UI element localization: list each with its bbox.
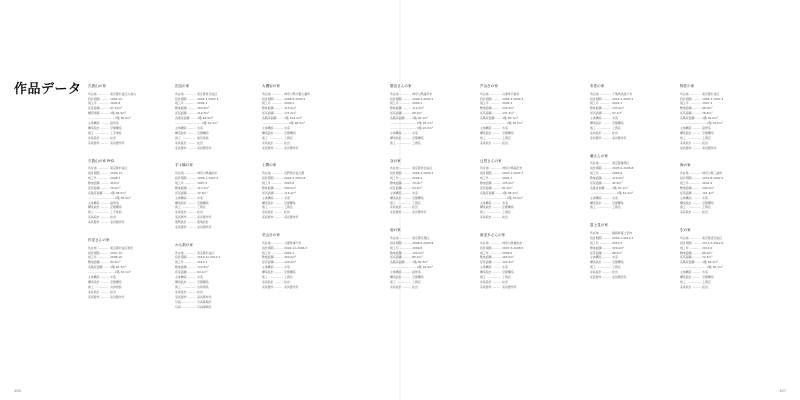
project-data-line: 家具製作 ……… 家具製作所 xyxy=(175,225,212,230)
project-data-line: 設計期間 ……… 2002.5-2003.8 xyxy=(262,175,306,180)
project-data-line: 家具設計 ……… 松田 xyxy=(262,210,290,215)
project-data-line: ……………………… 2階 29.8m² xyxy=(390,265,433,270)
data-column xyxy=(88,84,166,313)
project-data-line: 主体構造 ……… 木造 xyxy=(680,270,708,275)
project-data-line: 家具製作 ……… 家具製作所 xyxy=(175,215,212,220)
project-data-line: 所在地 ………… 神奈川県藤沢市 xyxy=(480,166,523,171)
project-data-line: 所在地 ………… 東京都世田谷区 xyxy=(390,166,433,171)
project-data-line: 家具製作 ……… 家具製作所 xyxy=(175,294,212,299)
project-data-line: 竣工年 ………… 2003.8 xyxy=(262,180,295,185)
project-block xyxy=(390,84,468,146)
project-name: 土間の家 xyxy=(262,163,277,168)
project-data-line: 竣工年 ………… 1997.2 xyxy=(175,180,208,185)
project-block xyxy=(390,159,468,216)
project-data-line: 敷地面積 ……… 315.0m² xyxy=(262,106,297,111)
project-name: 藤さんの家 xyxy=(590,153,608,158)
project-data-line: 竣工年 ………… 2009.8 xyxy=(390,245,423,250)
project-data-line: 各階床面積 …… 1階 80.7m² xyxy=(480,116,519,121)
project-block xyxy=(175,163,253,229)
project-block xyxy=(480,84,558,146)
project-data-line: 敷地面積 ……… 113.3m² xyxy=(175,185,210,190)
project-data-line: 家具製作 ……… 家具製作所 xyxy=(262,145,299,150)
data-column xyxy=(590,84,668,293)
project-data-line: 所在地 ………… 東京都杉並区和田 xyxy=(88,245,134,250)
project-data-line: 設計期間 ……… 2011.4-2012.6 xyxy=(680,240,724,245)
project-data-line: 各階床面積 …… 1階 64.0m² xyxy=(175,116,214,121)
project-data-line: 家具製作 ……… 家具製作所 xyxy=(590,275,627,280)
project-data-line: 所在地 ………… 静岡県富士宮市 xyxy=(590,230,633,235)
project-data-line: 竣工年 ………… 2006.3 xyxy=(262,250,295,255)
project-data-line: 延床面積 ……… 78.6m² xyxy=(680,111,713,116)
project-data-line: ……………………… 2階 56.5m² xyxy=(480,121,523,126)
project-data-line: ……………………… 2階 30.6m² xyxy=(88,116,131,121)
project-data-line: 延床面積 ……… 97.52m² xyxy=(88,106,123,111)
project-data-line: 延床面積 ……… 72.5m² xyxy=(680,255,713,260)
project-data-line: 竣工年 ………… 2008.3 xyxy=(88,175,121,180)
project-data-line: 延床面積 ……… 92.4m² xyxy=(590,180,623,185)
project-data-line: 敷地面積 ……… 165.0m² xyxy=(480,255,515,260)
project-name: 海の家 xyxy=(680,163,691,168)
project-data-line: 施工 …………… 前田建設 xyxy=(175,135,209,140)
project-data-line: 構造設計 ……… 空間構造 xyxy=(88,279,122,284)
project-data-line: 敷地面積 ……… 233.0m² xyxy=(590,106,625,111)
project-data-line: 竣工年 ………… 2000.1 xyxy=(390,101,423,106)
project-data-line: 敷地面積 ……… 70.0m² xyxy=(390,180,423,185)
project-data-line: 竣工年 ………… 2002.9 xyxy=(680,180,713,185)
project-data-line: 施工 …………… 工務店 xyxy=(590,265,621,270)
project-data-line: 主体構造 ……… 木造 xyxy=(680,195,708,200)
project-name: 芦山台の家 xyxy=(480,84,498,88)
project-data-line: 設計期間 ……… 2007.3-2008.5 xyxy=(480,245,524,250)
project-data-line: 主体構造 ……… 木造 xyxy=(262,265,290,270)
project-data-line: 延床面積 ……… 171.2m² xyxy=(262,111,297,116)
project-data-line: 敷地面積 ……… 88.0m² xyxy=(680,250,713,255)
project-data-line: 施工 …………… 工務店 xyxy=(680,135,711,140)
project-data-line: ……………………… 2階 32.1m² xyxy=(88,270,131,275)
project-data-line: 敷地面積 ……… 204.0m² xyxy=(262,255,297,260)
project-data-line: 主体構造 ……… 木造 xyxy=(262,195,290,200)
project-data-line: 延床面積 ……… 101.4m² xyxy=(680,190,715,195)
project-data-line: 主体構造 ……… 木造 xyxy=(390,130,418,135)
project-data-line: ……………………… 2階 52.3m² xyxy=(175,121,218,126)
project-data-line: 竣工年 ………… 2002.2 xyxy=(590,101,623,106)
project-data-line: 施工 …………… 工務店 xyxy=(262,205,293,210)
project-data-line: 照明設計 ……… 照明設計 xyxy=(175,220,209,225)
project-data-line: 敷地面積 ……… 133.5m² xyxy=(175,265,210,270)
project-data-line: 敷地面積 ……… 98.0m² xyxy=(680,106,713,111)
project-data-line: 設計期間 ……… 2003.1-2004.7 xyxy=(480,171,524,176)
project-block xyxy=(88,238,166,300)
project-data-line: 敷地面積 ……… 82.0m² xyxy=(88,260,121,265)
project-data-line: 設計期間 ……… 1996.1-1997.2 xyxy=(175,175,219,180)
project-data-line: 所在地 ………… 東京都杉並区 xyxy=(680,91,720,96)
project-data-line: 家具設計 ……… 松田 xyxy=(590,270,618,275)
project-data-line: 主体構造 ……… 鉄骨造 xyxy=(88,200,119,205)
project-block xyxy=(680,163,758,215)
project-data-line: 延床面積 ……… 54.2m² xyxy=(390,185,423,190)
project-block xyxy=(680,84,758,150)
project-data-line: 主体構造 ……… 木造 xyxy=(175,125,203,130)
project-data-line: 竣工年 ………… 1997.4 xyxy=(680,101,713,106)
project-name: 富士見の家 xyxy=(590,223,608,228)
project-data-line: 家具設計 ……… 松田 xyxy=(88,135,116,140)
project-data-line: 敷地面積 ……… 410m² xyxy=(88,180,120,185)
project-data-line: 設計期間 ……… 2010.12-2012.3 xyxy=(175,255,221,260)
project-data-line: 竣工年 ………… 2008.5 xyxy=(480,250,513,255)
project-data-line: ……………………… 2階 68.9m² xyxy=(262,121,305,126)
project-data-line: 施工 …………… 工務店 xyxy=(590,125,621,130)
project-data-line: 家具設計 ……… 松田 xyxy=(175,140,203,145)
project-data-line: 延床面積 ……… 68.2m² xyxy=(390,111,423,116)
project-data-line: 所在地 ………… 兵庫県芦屋市 xyxy=(480,91,520,96)
project-data-line: 施工 …………… 工務店 xyxy=(480,210,511,215)
project-data-line: 家具製作 ……… 家具製作所 xyxy=(262,215,299,220)
project-data-line: ……………………… 2階 36.3m² xyxy=(680,265,723,270)
project-data-line: 主体構造 ……… 木造 xyxy=(175,275,203,280)
project-data-line: 延床面積 ……… 116.3m² xyxy=(175,111,210,116)
project-data-line: 各階床面積 …… 1階 102.3m² xyxy=(262,116,302,121)
project-data-line: 主体構造 ……… 木造 xyxy=(590,195,618,200)
project-data-line: 構造設計 ……… 空間構造 xyxy=(262,130,296,135)
project-block xyxy=(680,228,758,290)
project-data-line: 所在地 ………… 神奈川県横浜市 xyxy=(480,240,523,245)
project-data-line: 家具製作 ……… 家具製作所 xyxy=(680,145,717,150)
project-data-line: 構造設計 ……… 空間構造 xyxy=(590,200,624,205)
project-data-line: 設計期間 ……… 2003.3-2004.3 xyxy=(175,96,219,101)
project-data-line: 家具設計 ……… 松田 xyxy=(390,284,418,289)
project-data-line: 施工 …………… 工務店 xyxy=(480,135,511,140)
page-number-right: 407 xyxy=(779,389,786,393)
project-data-line: 主体構造 ……… 木造 xyxy=(262,125,290,130)
project-data-line: 家具設計 ……… 松田 xyxy=(175,289,203,294)
project-name: 久我山の家 PH2 xyxy=(88,158,115,163)
project-name: 布佐の家 xyxy=(590,84,605,88)
project-block xyxy=(88,159,166,225)
project-block xyxy=(390,228,468,290)
project-data-line: 竣工年 ………… 2010.3 xyxy=(590,240,623,245)
project-data-line: 竣工年 ………… 1993.8 xyxy=(88,101,121,106)
project-block xyxy=(480,233,558,290)
project-block xyxy=(262,84,340,150)
project-data-line: 施工 …………… 工務店 xyxy=(480,275,511,280)
project-data-line: 所在地 ………… 東京都杉並区久我山 xyxy=(88,91,137,96)
project-data-line: 所在地 ………… 東京都杉並区 xyxy=(88,166,128,171)
project-data-line: 延床面積 ……… 81.0m² xyxy=(480,185,513,190)
project-block xyxy=(175,84,253,150)
project-data-line: 各階床面積 …… 1階 64.3m² xyxy=(88,265,127,270)
project-data-line: 所在地 ………… 東京都世田谷区 xyxy=(175,91,218,96)
project-name: 鵠沼さんの家 xyxy=(390,84,412,88)
project-name: かも梨の家 xyxy=(175,242,193,247)
project-block xyxy=(175,243,253,309)
project-data-line: 家具製作 ……… 家具製作所 xyxy=(590,135,627,140)
project-data-line: 施工 …………… 工務店 xyxy=(390,200,421,205)
project-name: 久我山の家 xyxy=(88,84,106,88)
project-data-line: 竣工年 ………… 2006.4 xyxy=(390,175,423,180)
project-name: 杉並さんの家 xyxy=(88,238,110,243)
project-data-line: 設計期間 ……… 2005.2-2006.4 xyxy=(390,171,434,176)
project-name: 新並木さんの家 xyxy=(480,233,506,238)
project-data-line: 施工 …………… 丸和建設 xyxy=(88,284,122,289)
project-data-line: ……………………… 2階 28.1m² xyxy=(390,121,433,126)
project-data-line: 家具設計 ……… 松田 xyxy=(480,279,508,284)
project-data-line: 家具設計 ……… 松田 xyxy=(88,215,116,220)
project-data-line: 施工 …………… 工務店 xyxy=(390,279,421,284)
project-data-line: 主体構造 ……… 木造 xyxy=(390,190,418,195)
project-data-line: 各階床面積 …… 1階 44.0m² xyxy=(680,116,719,121)
project-data-line: 写真 …………… 写真事務所 xyxy=(175,304,212,309)
project-data-line: 竣工年 ………… 2012.6 xyxy=(680,245,713,250)
project-name: 谷の家 xyxy=(390,158,401,163)
project-data-line: 敷地面積 ……… 500.0m² xyxy=(262,185,297,190)
project-data-line: 構造設計 ……… 空間構造 xyxy=(175,130,209,135)
project-data-line: 設計期間 ……… 2009.1-2010.3 xyxy=(590,235,634,240)
project-data-line: 写真 …………… 写真事務所 xyxy=(175,299,212,304)
data-column xyxy=(680,84,758,303)
project-data-line: 構造設計 ……… 空間構造 xyxy=(480,130,514,135)
project-data-line: 所在地 ………… 神奈川県藤沢市 xyxy=(390,91,433,96)
project-data-line: 延床面積 ……… 88.5m² xyxy=(590,250,623,255)
project-data-line: 構造設計 ……… 空間構造 xyxy=(88,125,122,130)
project-data-line: 各階床面積 …… 1階 48.0m² xyxy=(88,190,127,195)
project-data-line: 設計期間 ……… 2006.12- xyxy=(88,171,124,176)
project-block xyxy=(262,233,340,290)
project-data-line: 延床面積 ……… 64.1m² xyxy=(175,270,208,275)
project-data-line: 家具製作 ……… 家具製作所 xyxy=(88,294,125,299)
project-data-line: 家具設計 ……… 松田 xyxy=(680,284,708,289)
project-data-line: 所在地 ………… 東京都杉並区 xyxy=(175,250,215,255)
project-name: 辻堂さんの家 xyxy=(480,158,502,163)
project-data-line: ……………………… 3階 20.0m² xyxy=(390,125,433,130)
project-data-line: 所在地 ………… 神奈川県三浦市 xyxy=(680,171,723,176)
project-data-line: 設計期間 ……… 1992.10- xyxy=(88,96,124,101)
project-block xyxy=(480,159,558,221)
project-data-line: 敷地面積 ……… 290.0m² xyxy=(680,185,715,190)
data-column xyxy=(175,84,253,322)
project-data-line: 家具製作 ……… 家具製作所 xyxy=(88,140,125,145)
project-data-line: 施工 …………… 丸和建設 xyxy=(175,284,209,289)
project-data-line: 構造設計 ……… 空間構造 xyxy=(590,260,624,265)
project-data-line: 構造設計 ……… 空間構造 xyxy=(88,205,122,210)
project-data-line: 構造設計 ……… 空間構造 xyxy=(262,270,296,275)
project-data-line: 設計期間 ……… 2007.10- xyxy=(88,250,124,255)
project-data-line: 竣工年 ………… 2000.2 xyxy=(262,101,295,106)
project-data-line: 延床面積 ……… 76.9m² xyxy=(88,185,121,190)
project-data-line: 延床面積 ……… 102.3m² xyxy=(480,260,515,265)
project-data-line: 所在地 ………… 東京都目黒区 xyxy=(390,235,430,240)
project-data-line: 構造規模 ……… 2階 66.9m² xyxy=(88,111,127,116)
project-data-line: 延床面積 ……… 80.1m² xyxy=(390,255,423,260)
project-data-line: 設計期間 ……… 2004.12-2006.3 xyxy=(262,245,308,250)
project-data-line: 構造設計 ……… 空間構造 xyxy=(680,275,714,280)
project-name: 手々橋の家 xyxy=(175,163,193,168)
project-data-line: 施工 …………… 工務店 xyxy=(262,275,293,280)
project-data-line: 設計期間 ……… 2004.4-2006.3 xyxy=(480,96,524,101)
project-data-line: 設計期間 ……… 1999.1-2000.1 xyxy=(390,96,434,101)
project-data-line: 主体構造 ……… 木造 xyxy=(175,195,203,200)
project-data-line: 所在地 ………… 兵庫県神戸市 xyxy=(262,240,302,245)
project-data-line: 家具設計 ……… 松田 xyxy=(390,205,418,210)
page-title: 作品データ xyxy=(14,82,82,97)
project-data-line: 家具設計 ……… 松田 xyxy=(262,140,290,145)
project-data-line: 施工 …………… 工務店 xyxy=(175,205,206,210)
project-block xyxy=(262,163,340,220)
project-data-line: 主体構造 ……… 木造 xyxy=(480,200,508,205)
project-data-line: 主体構造 ……… 木造 xyxy=(480,125,508,130)
project-data-line: 家具製作 ……… 家具製作所 xyxy=(88,220,125,225)
project-data-line: 設計期間 ……… 2001.2-2002.2 xyxy=(590,96,634,101)
project-data-line: ……………………… 2階 32.6m² xyxy=(480,195,523,200)
project-data-line: 構造設計 ……… 空間構造 xyxy=(680,200,714,205)
project-data-line: ……………………… 2階 42.3m² xyxy=(590,190,633,195)
project-data-line: 主体構造 ……… 鉄骨造 xyxy=(88,121,119,126)
project-data-line: 施工 …………… 工務店 xyxy=(680,205,711,210)
project-data-line: 主体構造 ……… 木造 xyxy=(590,116,618,121)
page-number-left: 406 xyxy=(14,389,21,393)
project-data-line: 延床面積 ……… 120.5m² xyxy=(262,260,297,265)
project-block xyxy=(590,223,668,280)
project-data-line: 各階床面積 …… 1階 48.4m² xyxy=(480,190,519,195)
project-data-line: 竣工年 ………… 2008.10 xyxy=(88,255,123,260)
project-data-line: 設計期間 ……… 2005.6-2006.8 xyxy=(590,166,634,171)
project-data-line: 竣工年 ………… 2004.7 xyxy=(480,175,513,180)
project-data-line: 設計期間 ……… 1996.3-1997.4 xyxy=(680,96,724,101)
project-data-line: 主体構造 ……… 鉄骨造 xyxy=(390,270,421,275)
project-name: 空の家 xyxy=(680,228,691,233)
project-data-line: 家具製作 ……… 家具製作所 xyxy=(262,284,299,289)
project-data-line: 構造設計 ……… 空間構造 xyxy=(175,279,209,284)
project-block xyxy=(590,154,668,211)
project-data-line: ……………………… 2階 34.6m² xyxy=(680,121,723,126)
project-data-line: 構造設計 ……… 空間構造 xyxy=(480,205,514,210)
project-data-line: 構造設計 ……… 空間構造 xyxy=(390,195,424,200)
project-data-line: 敷地面積 ……… 102.0m² xyxy=(390,250,425,255)
project-data-line: 敷地面積 ……… 320.0m² xyxy=(590,245,625,250)
project-data-line: 家具設計 ……… 松田 xyxy=(480,140,508,145)
project-data-line: 所在地 ………… 神奈川県中郡大磯町 xyxy=(262,91,311,96)
data-column xyxy=(262,84,340,303)
project-data-line: 延床面積 ……… 97.1m² xyxy=(590,111,623,116)
data-column xyxy=(390,84,468,303)
project-data-line: 家具設計 ……… 松田 xyxy=(590,130,618,135)
project-data-line: 設計期間 ……… 2001.8-2002.9 xyxy=(680,175,724,180)
project-data-line: 敷地面積 ……… 125.0m² xyxy=(480,180,515,185)
project-data-line: 施工 …………… 工務店 xyxy=(590,205,621,210)
project-data-line: 構造設計 ……… 空間構造 xyxy=(175,200,209,205)
project-data-line: 所在地 ………… 千葉県我孫子市 xyxy=(590,91,633,96)
project-data-line: 竣工年 ………… 2004.3 xyxy=(175,101,208,106)
project-data-line: 各階床面積 …… 1階 40.1m² xyxy=(390,116,429,121)
project-data-line: 構造設計 ……… 空間構造 xyxy=(390,135,424,140)
project-data-line: 家具製作 ……… 家具製作所 xyxy=(480,284,517,289)
project-data-line: 敷地面積 ……… 245.5m² xyxy=(480,106,515,111)
project-data-line: 家具製作 ……… 家具製作所 xyxy=(175,145,212,150)
project-data-line: 主体構造 ……… 木造 xyxy=(590,255,618,260)
project-data-line: 家具製作 ……… 家具製作所 xyxy=(390,210,427,215)
project-name: 大磯岩の家 xyxy=(262,84,280,88)
project-data-line: 竣工年 ………… 2006.8 xyxy=(590,171,623,176)
project-block xyxy=(88,84,166,146)
project-data-line: ……………………… 2階 28.9m² xyxy=(88,195,131,200)
project-data-line: 構造設計 ……… 空間構造 xyxy=(680,130,714,135)
project-data-line: 延床面積 ……… 72.6m² xyxy=(175,190,208,195)
project-data-line: 各階床面積 …… 1階 50.1m² xyxy=(590,185,629,190)
project-data-line: 設計期間 ……… 2008.6-2009.8 xyxy=(390,240,434,245)
project-data-line: 構造設計 ……… 空間構造 xyxy=(262,200,296,205)
project-data-line: 設計期間 ……… 1998.8-2000.2 xyxy=(262,96,306,101)
project-data-line: 構造設計 ……… 空間構造 xyxy=(390,275,424,280)
project-data-line: 家具設計 ……… 松田 xyxy=(88,289,116,294)
project-name: 阿佐の家 xyxy=(680,84,695,88)
project-data-line: 所在地 ………… 東京都練馬区 xyxy=(590,161,630,166)
project-data-line: 竣工年 ………… 2006.3 xyxy=(480,101,513,106)
project-data-line: 家具設計 ……… 松田 xyxy=(175,210,203,215)
project-data-line: 敷地面積 ……… 110.0m² xyxy=(590,175,625,180)
project-data-line: 施工 …………… 工手建設 xyxy=(88,210,122,215)
project-data-line: 家具設計 ……… 松田 xyxy=(262,279,290,284)
project-block xyxy=(590,84,668,141)
project-data-line: 家具設計 ……… 松田 xyxy=(680,140,708,145)
project-data-line: 敷地面積 ……… 183.2m² xyxy=(175,106,210,111)
project-data-line: 施工 …………… 工務店 xyxy=(680,279,711,284)
project-data-line: 所在地 ………… 東京都世田谷区 xyxy=(680,235,723,240)
project-data-line: 家具設計 ……… 松田 xyxy=(680,210,708,215)
project-data-line: 所在地 ………… 神奈川県横浜市 xyxy=(175,171,218,176)
project-data-line: 延床面積 ……… 116.2m² xyxy=(262,190,297,195)
project-name: 田辺の家 xyxy=(175,84,190,88)
project-name: 荒山台の家 xyxy=(262,233,280,238)
project-data-line: 竣工年 ………… 2012.3 xyxy=(175,260,208,265)
project-data-line: 敷地面積 ……… 112.0m² xyxy=(390,106,425,111)
project-data-line: 所在地 ………… 長野県北佐久郡 xyxy=(262,171,305,176)
project-data-line: 各階床面積 …… 1階 36.2m² xyxy=(680,260,719,265)
data-column xyxy=(480,84,558,303)
project-data-line: 主体構造 ……… 木造 xyxy=(480,265,508,270)
project-data-line: 施工 …………… 工手建設 xyxy=(88,130,122,135)
project-data-line: 延床面積 ……… 137.2m² xyxy=(480,111,515,116)
project-data-line: 施工 …………… 工務店 xyxy=(262,135,293,140)
project-data-line: 家具設計 ……… 松田 xyxy=(480,215,508,220)
project-data-line: 構造設計 ……… 空間構造 xyxy=(480,270,514,275)
project-name: 南の家 xyxy=(390,228,401,233)
project-data-line: 各階床面積 …… 1階 50.3m² xyxy=(390,260,429,265)
project-data-line: 構造設計 ……… 空間構造 xyxy=(590,121,624,126)
project-data-line: 主体構造 ……… 木造 xyxy=(88,275,116,280)
project-data-line: 施工 …………… 工務店 xyxy=(390,140,421,145)
project-data-line: 主体構造 ……… 鉄骨造 xyxy=(680,125,711,130)
